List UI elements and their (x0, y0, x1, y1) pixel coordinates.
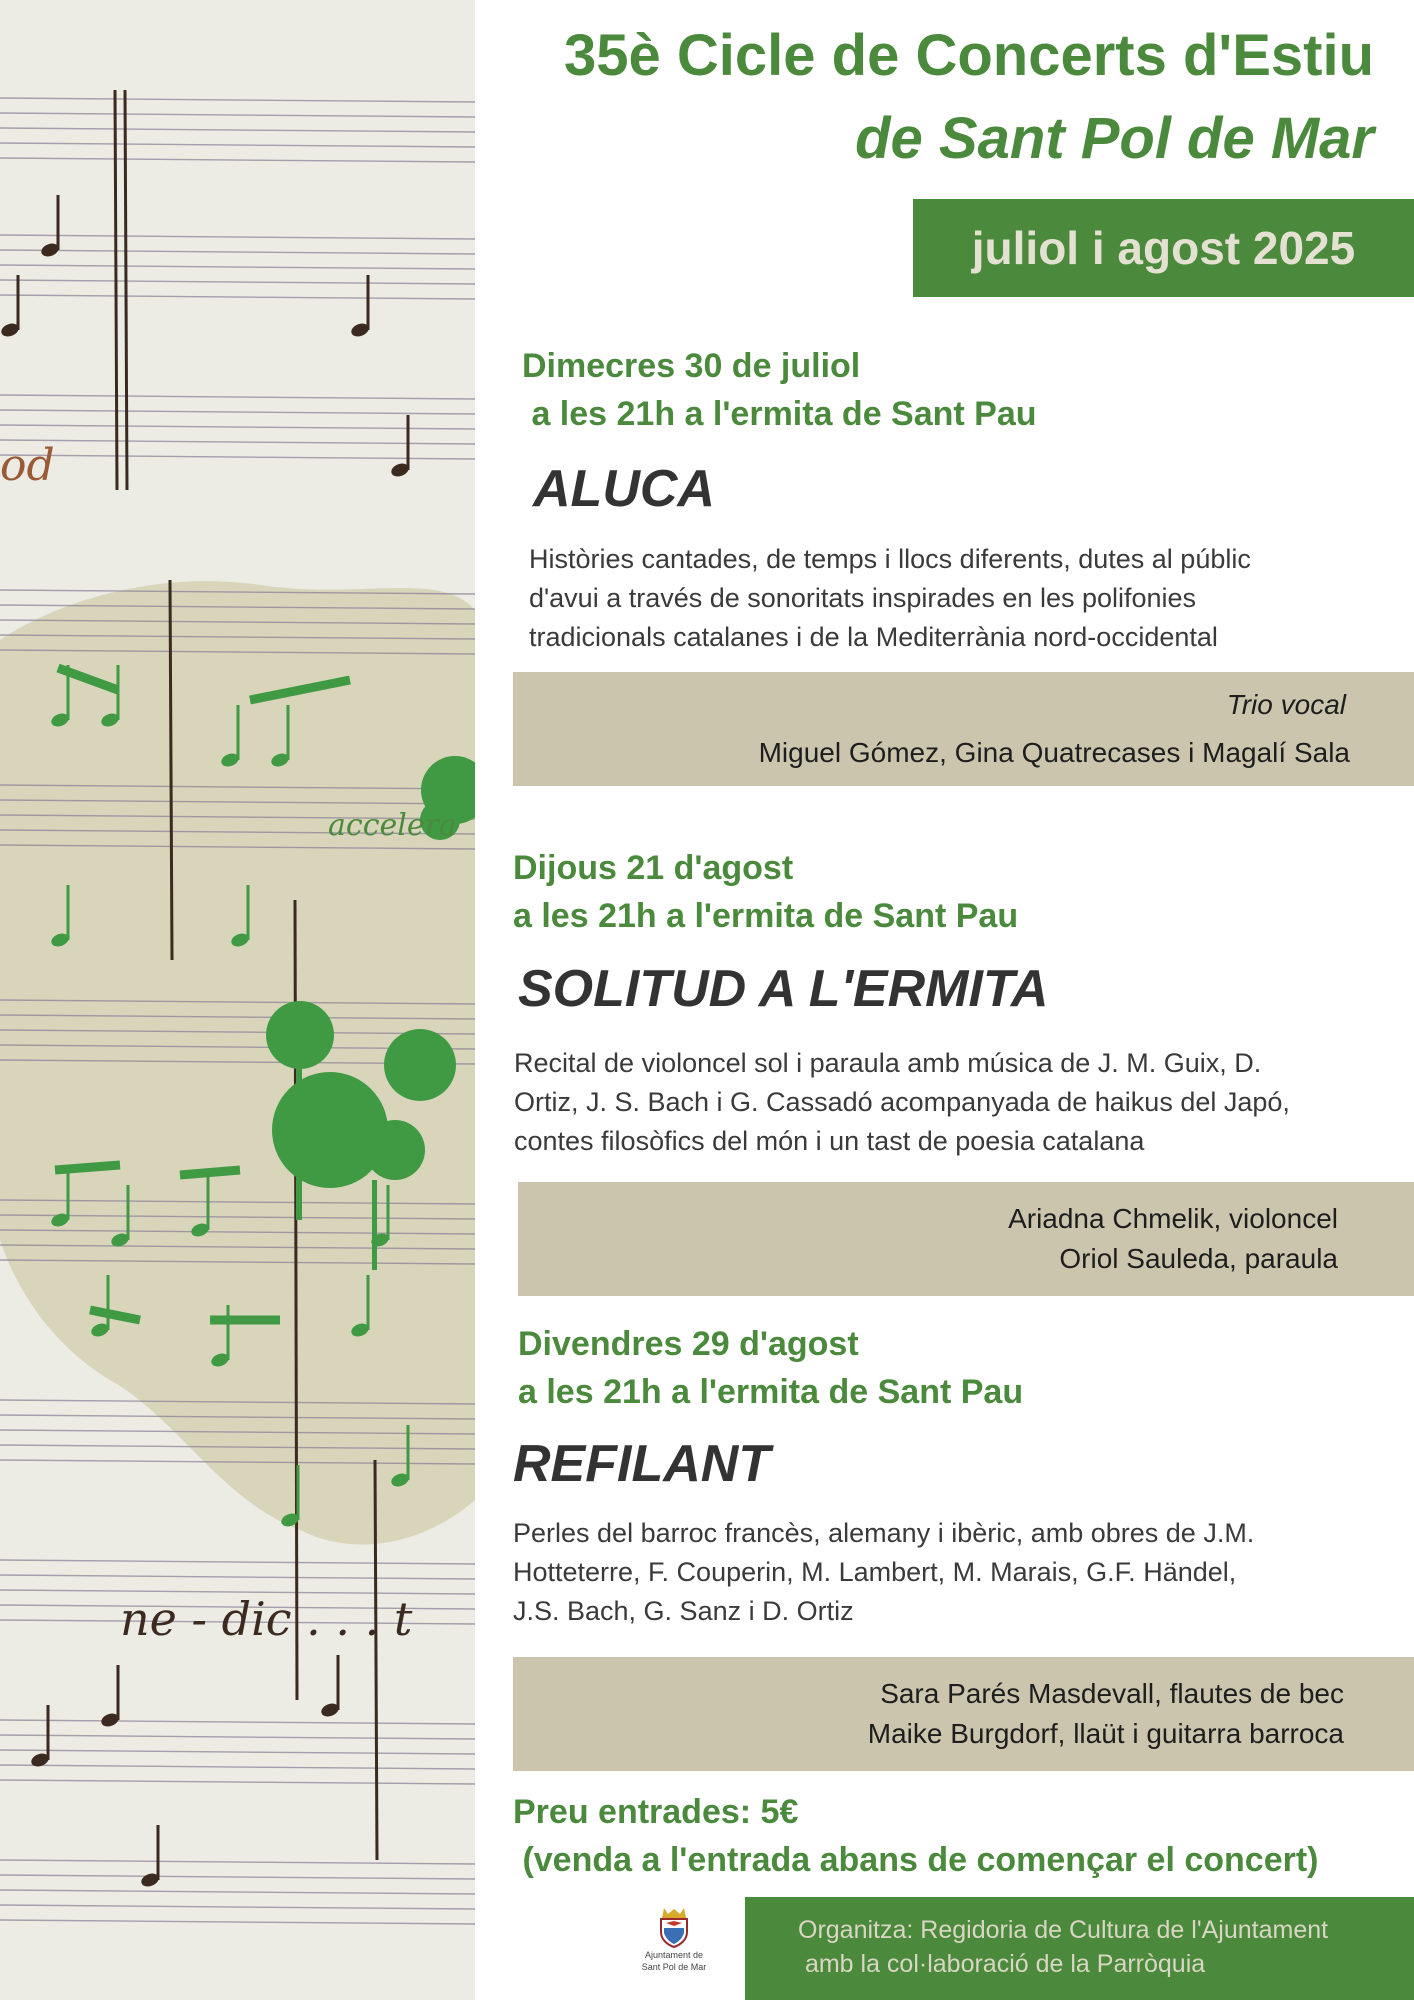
organizer-line1: Organitza: Regidoria de Cultura de l'Ajuntament (798, 1916, 1329, 1944)
concert-2-date: Dijous 21 d'agost (513, 849, 794, 887)
logo-text-line2: Sant Pol de Mar (641, 1962, 707, 1972)
concert-3-date: Divendres 29 d'agost (518, 1325, 859, 1363)
municipal-logo (632, 1906, 716, 1980)
concert-2-title: SOLITUD A L'ERMITA (518, 960, 1049, 1018)
concert-1-description-line: tradicionals catalanes i de la Mediterrània nord-occidental (529, 622, 1218, 652)
concert-2-performers-box (518, 1182, 1414, 1296)
concert-3-description (513, 1514, 1393, 1631)
svg-text:accelera: accelera (328, 808, 457, 843)
concert-3-performer: Sara Parés Masdevall, flautes de bec (880, 1678, 1344, 1709)
concert-2-when (513, 844, 1018, 940)
ticket-price (513, 1788, 1319, 1884)
concert-2-description-line: Recital de violoncel sol i paraula amb música de J. M. Guix, D. (514, 1048, 1262, 1078)
concert-3-description-line: Perles del barroc francès, alemany i ibèric, amb obres de J.M. (513, 1518, 1255, 1548)
ticket-price-line2: (venda a l'entrada abans de començar el concert) (513, 1841, 1319, 1879)
season-dates-banner (913, 199, 1414, 297)
concert-1-time-place: a les 21h a l'ermita de Sant Pau (522, 395, 1037, 433)
concert-1-description-line: Històries cantades, de temps i llocs diferents, dutes al públic (529, 544, 1251, 574)
concert-1-performers-box (513, 672, 1414, 786)
music-manuscript-image (0, 0, 475, 2000)
concert-1-title: ALUCA (533, 460, 715, 518)
concert-3-time-place: a les 21h a l'ermita de Sant Pau (518, 1373, 1024, 1411)
concert-3-when (518, 1320, 1023, 1416)
concert-1-performers: Miguel Gómez, Gina Quatrecases i Magalí Sala (758, 737, 1350, 768)
poster-title-line1: 35è Cicle de Concerts d'Estiu (564, 23, 1374, 88)
concert-1-description-line: d'avui a través de sonoritats inspirades en les polifonies (529, 583, 1197, 613)
concert-2-time-place: a les 21h a l'ermita de Sant Pau (513, 897, 1019, 935)
concert-2-description (514, 1044, 1394, 1161)
concert-3-performers-box (513, 1657, 1414, 1771)
logo-text-line1: Ajuntament de (644, 1950, 704, 1960)
concert-3-description-line: Hotteterre, F. Couperin, M. Lambert, M. Marais, G.F. Händel, (513, 1557, 1237, 1587)
concert-1-when (522, 342, 1037, 438)
concert-2-description-line: contes filosòfics del món i un tast de poesia catalana (514, 1126, 1145, 1156)
concert-1-description (529, 540, 1409, 657)
organizer-line2: amb la col·laboració de la Parròquia (798, 1950, 1206, 1978)
concert-3-title: REFILANT (513, 1435, 771, 1493)
concert-1-role: Trio vocal (1226, 689, 1346, 720)
concert-3-performer: Maike Burgdorf, llaüt i guitarra barroca (867, 1718, 1344, 1749)
concert-3-description-line: J.S. Bach, G. Sanz i D. Ortiz (513, 1596, 854, 1626)
svg-text:ne - dic . . . t: ne - dic . . . t (120, 1592, 413, 1646)
svg-text:od: od (0, 440, 55, 491)
concert-2-description-line: Ortiz, J. S. Bach i G. Cassadó acompanyada de haikus del Japó, (514, 1087, 1290, 1117)
municipal-coat-of-arms-icon (656, 1906, 692, 1948)
ticket-price-line1: Preu entrades: 5€ (513, 1793, 799, 1831)
poster-title-line2: de Sant Pol de Mar (855, 106, 1374, 171)
concert-1-date: Dimecres 30 de juliol (522, 347, 861, 385)
concert-2-performer: Oriol Sauleda, paraula (1059, 1243, 1338, 1274)
organizer-banner (745, 1897, 1414, 2000)
season-dates: juliol i agost 2025 (971, 222, 1356, 274)
concert-2-performer: Ariadna Chmelik, violoncel (1008, 1203, 1338, 1234)
